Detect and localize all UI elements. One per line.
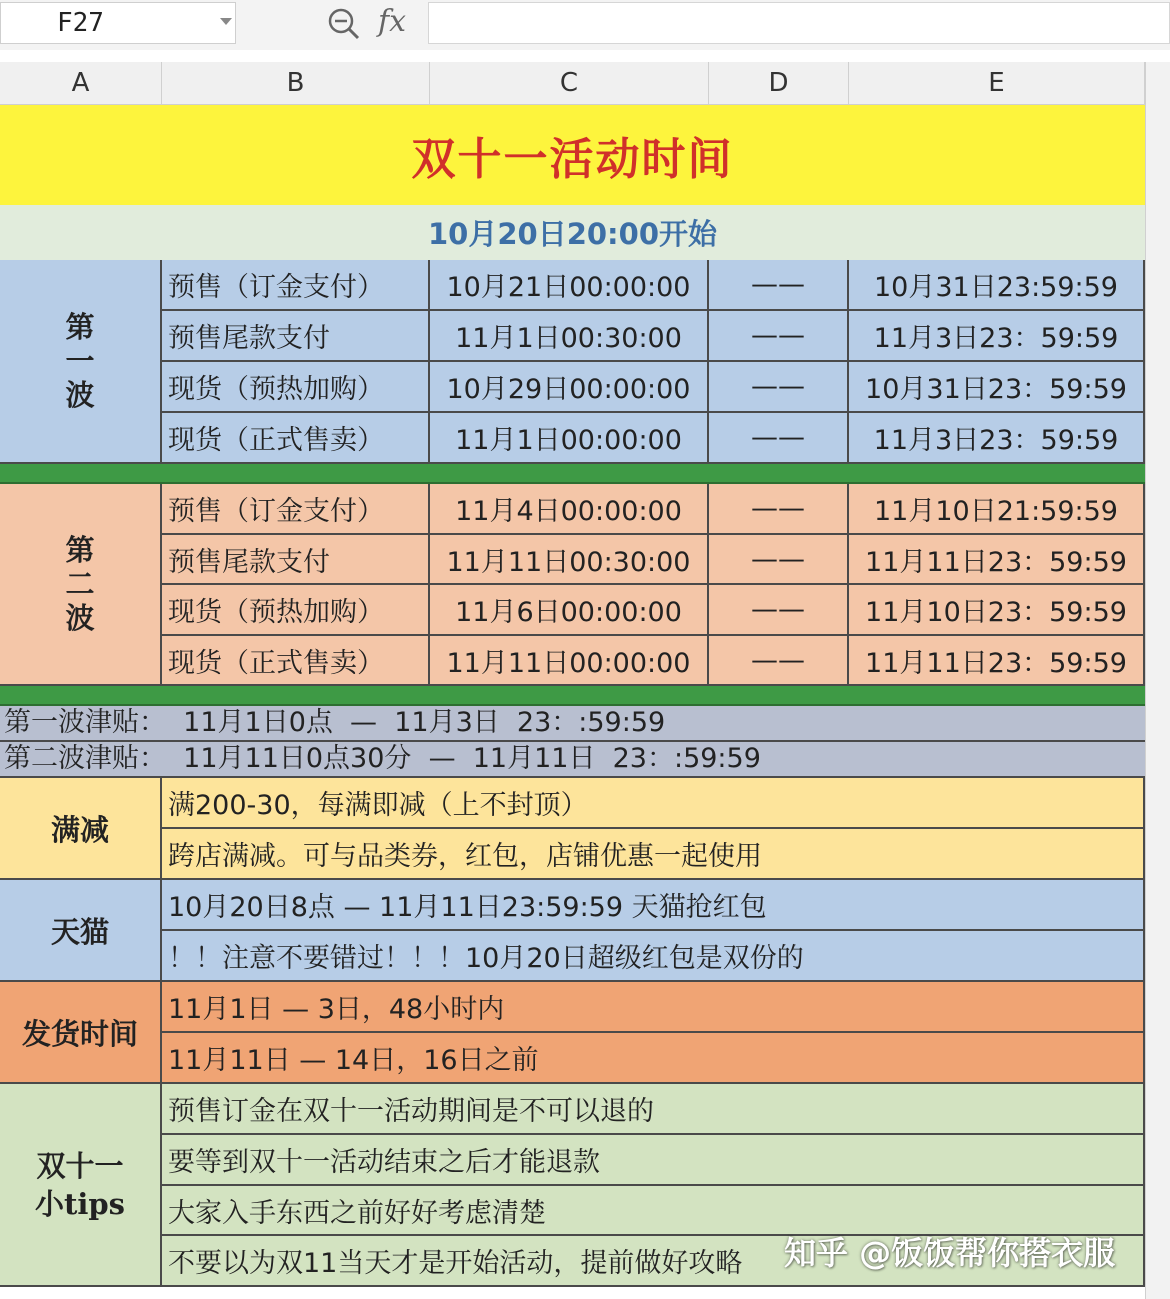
tmall-label[interactable]: 天猫 [0,880,162,982]
wave1-item[interactable]: 预售尾款支付 [162,311,430,362]
column-header-b[interactable]: B [162,62,430,104]
tips-line[interactable]: 预售订金在双十一活动期间是不可以退的 [162,1084,1145,1135]
tips-line[interactable]: 要等到双十一活动结束之后才能退款 [162,1135,1145,1186]
wave2-sep[interactable]: —— [709,636,849,686]
wave1-end[interactable]: 10月31日23：59:59 [849,362,1145,413]
wave2-sep[interactable]: —— [709,484,849,535]
tmall-line[interactable]: 10月20日8点 — 11月11日23:59:59 天猫抢红包 [162,880,1145,931]
tips-label-line: 双十一 [36,1148,124,1183]
wave2-label-char: 波 [65,601,95,635]
wave1-label-char: 波 [65,378,95,412]
name-box[interactable] [0,2,236,44]
discount-label[interactable]: 满减 [0,778,162,880]
wave1-sep[interactable]: —— [709,311,849,362]
wave2-start[interactable]: 11月4日00:00:00 [430,484,709,535]
zoom-out-icon[interactable] [326,6,362,42]
green-separator-row[interactable] [0,686,1145,706]
wave1-start[interactable]: 11月1日00:30:00 [430,311,709,362]
fx-icon[interactable]: fx [378,4,407,39]
shipping-label[interactable]: 发货时间 [0,982,162,1084]
tips-line[interactable]: 大家入手东西之前好好考虑清楚 [162,1186,1145,1236]
subsidy-wave1[interactable]: 第一波津贴： 11月1日0点 — 11月3日 23：:59:59 [0,706,1145,742]
wave1-start[interactable]: 11月1日00:00:00 [430,413,709,464]
watermark: 知乎 @饭饭帮你搭衣服 [784,1234,1116,1272]
column-header-d[interactable]: D [709,62,849,104]
wave1-end[interactable]: 11月3日23：59:59 [849,311,1145,362]
wave2-sep[interactable]: —— [709,535,849,585]
wave2-item[interactable]: 预售尾款支付 [162,535,430,585]
wave2-end[interactable]: 11月11日23：59:59 [849,535,1145,585]
column-header-row [0,62,1170,105]
shipping-line[interactable]: 11月11日 — 14日，16日之前 [162,1033,1145,1084]
start-banner[interactable]: 10月20日20:00开始 [0,205,1145,260]
wave1-sep[interactable]: —— [709,362,849,413]
wave1-label-char: 第 [65,310,95,344]
shipping-line[interactable]: 11月1日 — 3日，48小时内 [162,982,1145,1033]
tips-label-line: 小tips [34,1186,126,1221]
subsidy-wave2[interactable]: 第二波津贴： 11月11日0点30分 — 11月11日 23：:59:59 [0,742,1145,778]
wave2-label[interactable] [0,484,162,686]
column-header-a[interactable]: A [0,62,162,104]
wave2-item[interactable]: 预售（订金支付） [162,484,430,535]
spreadsheet-grid [0,105,1145,1291]
wave1-start[interactable]: 10月21日00:00:00 [430,260,709,311]
wave2-end[interactable]: 11月11日23：59:59 [849,636,1145,686]
wave2-start[interactable]: 11月11日00:30:00 [430,535,709,585]
tmall-line[interactable]: ！！注意不要错过！！！10月20日超级红包是双份的 [162,931,1145,982]
wave1-item[interactable]: 预售（订金支付） [162,260,430,311]
wave1-sep[interactable]: —— [709,413,849,464]
wave2-label-char: 二 [65,567,95,601]
wave1-item[interactable]: 现货（正式售卖） [162,413,430,464]
wave1-label-char: 一 [65,344,95,378]
tips-label[interactable] [0,1084,162,1287]
wave1-end[interactable]: 10月31日23:59:59 [849,260,1145,311]
green-separator-row[interactable] [0,464,1145,484]
column-header-c[interactable]: C [430,62,709,104]
wave2-sep[interactable]: —— [709,585,849,636]
wave2-end[interactable]: 11月10日23：59:59 [849,585,1145,636]
chevron-down-icon[interactable] [220,18,232,25]
wave2-label-char: 第 [65,533,95,567]
wave1-end[interactable]: 11月3日23：59:59 [849,413,1145,464]
cell-reference: F27 [57,8,104,38]
wave1-label[interactable] [0,260,162,464]
wave1-item[interactable]: 现货（预热加购） [162,362,430,413]
wave1-start[interactable]: 10月29日00:00:00 [430,362,709,413]
tips-line[interactable]: 不要以为双11当天才是开始活动，提前做好攻略 [162,1236,1145,1287]
wave2-item[interactable]: 现货（正式售卖） [162,636,430,686]
discount-line[interactable]: 满200-30，每满即减（上不封顶） [162,778,1145,829]
wave2-start[interactable]: 11月11日00:00:00 [430,636,709,686]
formula-input[interactable] [428,2,1170,44]
vertical-scrollbar[interactable] [1145,62,1170,1299]
sheet-title[interactable]: 双十一活动时间 [0,105,1145,205]
column-header-e[interactable]: E [849,62,1145,104]
wave2-end[interactable]: 11月10日21:59:59 [849,484,1145,535]
wave2-start[interactable]: 11月6日00:00:00 [430,585,709,636]
formula-bar [0,0,1170,50]
wave1-sep[interactable]: —— [709,260,849,311]
discount-line[interactable]: 跨店满减。可与品类券，红包，店铺优惠一起使用 [162,829,1145,880]
wave2-item[interactable]: 现货（预热加购） [162,585,430,636]
